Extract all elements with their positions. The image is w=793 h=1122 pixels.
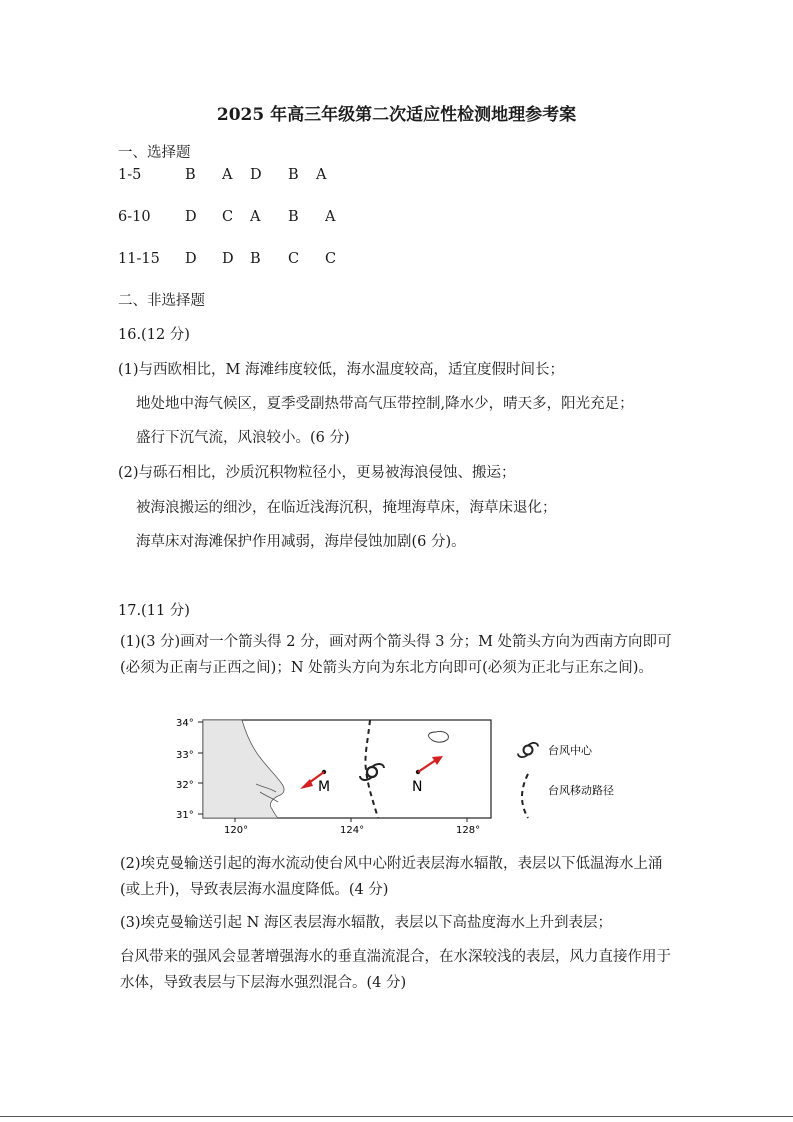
page-bottom-rule <box>0 1116 793 1117</box>
answer-letter: A <box>316 167 327 183</box>
answer-range: 11-15 <box>118 251 160 267</box>
q16-line: (1)与西欧相比，M 海滩纬度较低，海水温度较高，适宜度假时间长； <box>118 362 564 378</box>
answer-letter: B <box>288 209 299 225</box>
coastline-landmass <box>203 720 284 818</box>
q17-heading: 17.(11 分) <box>118 603 190 619</box>
answer-letter: D <box>250 167 262 183</box>
lon-label: 128° <box>456 825 481 836</box>
lat-label: 32° <box>176 780 194 791</box>
section-heading-essay: 二、非选择题 <box>118 293 205 309</box>
answer-letter: D <box>185 209 197 225</box>
typhoon-symbol <box>360 764 384 780</box>
answer-range: 1-5 <box>118 167 142 183</box>
arrow-n <box>418 760 436 772</box>
q16-line: 被海浪搬运的细沙，在临近浅海沉积，掩埋海草床，海草床退化； <box>136 500 557 516</box>
page-title: 2025 年高三年级第二次适应性检测地理参考案 <box>216 105 577 125</box>
legend-path-label: 台风移动路径 <box>548 784 614 797</box>
legend-typhoon-icon <box>518 743 538 757</box>
answer-range: 6-10 <box>118 209 151 225</box>
point-n-label: N <box>412 779 423 795</box>
legend-center-label: 台风中心 <box>548 744 592 757</box>
answer-letter: B <box>288 167 299 183</box>
answer-row <box>0 251 793 273</box>
section-heading-choice: 一、选择题 <box>118 145 191 161</box>
typhoon-map <box>160 712 640 838</box>
answer-letter: C <box>288 251 300 267</box>
lon-label: 120° <box>224 825 249 836</box>
q16-line: 海草床对海滩保护作用减弱，海岸侵蚀加剧(6 分)。 <box>136 534 466 550</box>
answer-letter: A <box>222 167 233 183</box>
legend-path-icon <box>522 774 528 818</box>
q17-part4: 台风带来的强风会显著增强海水的垂直湍流混合，在水深较浅的表层，风力直接作用于水体，导致表层与下层海水强烈混合。(4 分) <box>120 949 671 991</box>
answer-row <box>0 209 793 231</box>
answer-letter: B <box>250 251 261 267</box>
answer-letter: B <box>185 167 196 183</box>
lat-ticks <box>198 722 203 814</box>
lat-label: 33° <box>176 750 194 761</box>
answer-letter: A <box>250 209 261 225</box>
q17-part2: (2)埃克曼输送引起的海水流动使台风中心附近表层海水辐散，表层以下低温海水上涌(或上升)，导致表层海水温度降低。(4 分) <box>120 856 663 898</box>
q16-line: 盛行下沉气流，风浪较小。(6 分) <box>136 430 350 446</box>
answer-letter: D <box>185 251 197 267</box>
q17-part1: (1)(3 分)画对一个箭头得 2 分，画对两个箭头得 3 分；M 处箭头方向为西南方向即可(必须为正南与正西之间)；N 处箭头方向为东北方向即可(必须为正北与正东之间)。 <box>120 634 672 676</box>
island <box>429 731 449 742</box>
lat-label: 34° <box>176 718 194 729</box>
q16-heading: 16.(12 分) <box>118 327 190 343</box>
answer-letter: C <box>222 209 234 225</box>
lat-label: 31° <box>176 810 194 821</box>
q16-line: 地处地中海气候区，夏季受副热带高气压带控制,降水少，晴天多，阳光充足； <box>136 396 634 412</box>
answer-letter: A <box>325 209 336 225</box>
answer-letter: C <box>325 251 337 267</box>
answer-letter: D <box>222 251 234 267</box>
answer-row <box>0 167 793 189</box>
q16-line: (2)与砾石相比，沙质沉积物粒径小，更易被海浪侵蚀、搬运； <box>118 465 516 481</box>
q17-part3: (3)埃克曼输送引起 N 海区表层海水辐散，表层以下高盐度海水上升到表层； <box>120 915 612 931</box>
point-m-label: M <box>318 779 331 795</box>
lon-label: 124° <box>340 825 365 836</box>
